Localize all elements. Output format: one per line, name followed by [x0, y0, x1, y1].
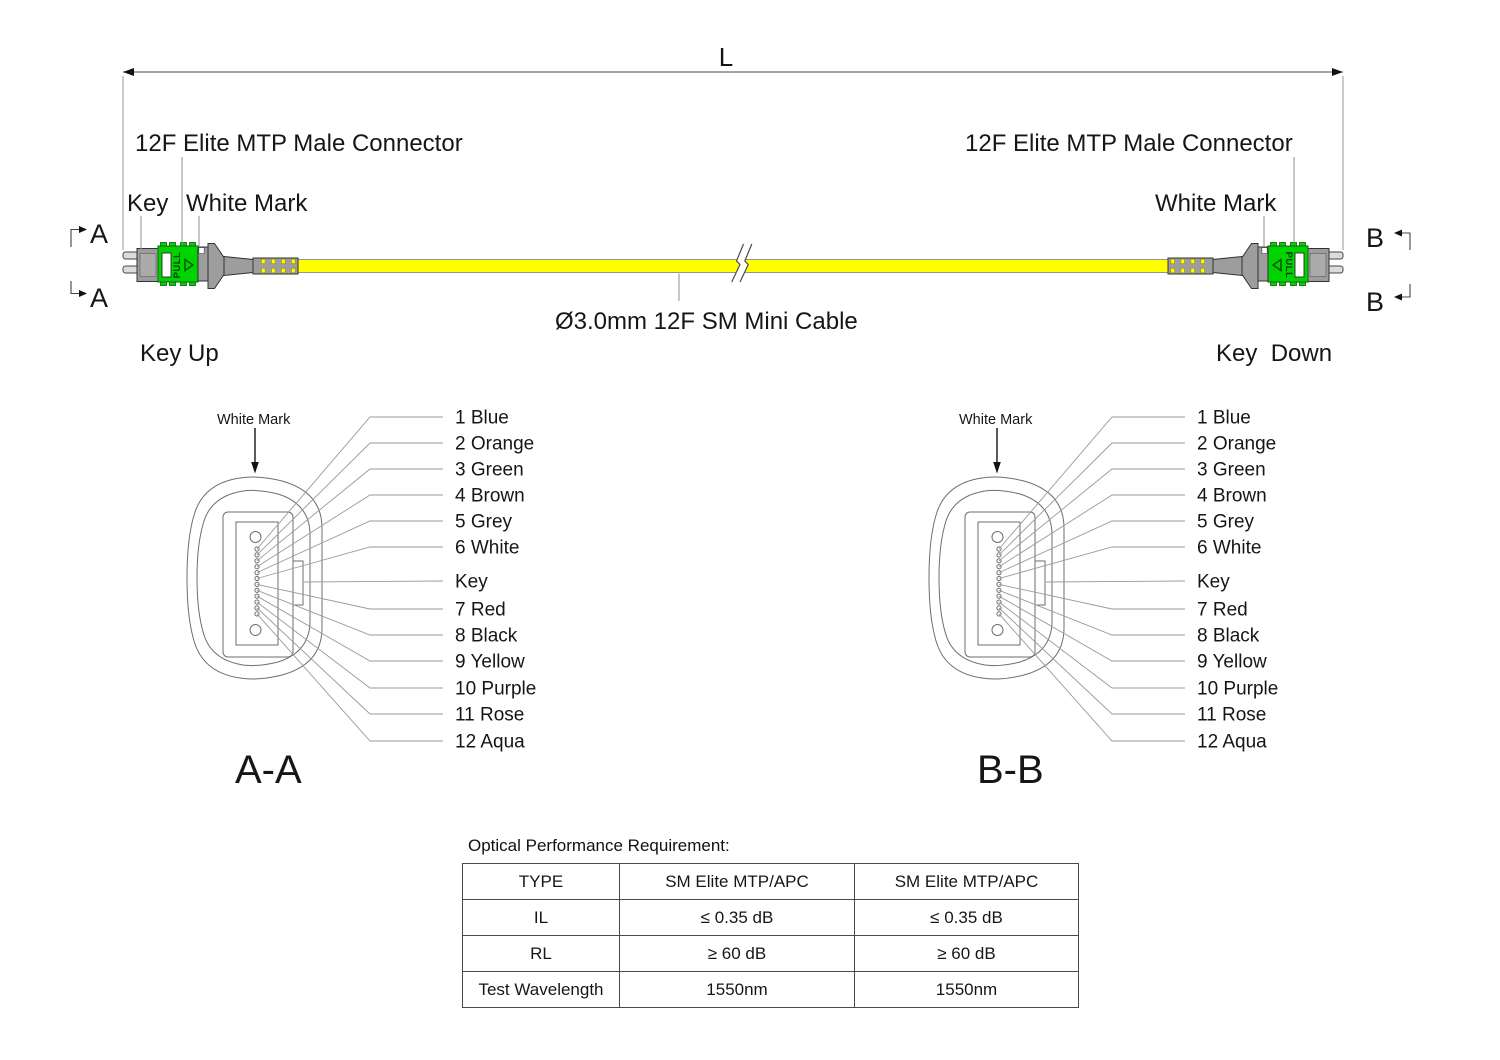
cable-drawing [298, 260, 1168, 273]
performance-table [462, 863, 1079, 1008]
fiber-label: 4 Brown [1197, 485, 1267, 507]
performance-table-title: Optical Performance Requirement: [468, 836, 730, 855]
left-connector-drawing [123, 243, 298, 289]
section-arrow-icon [79, 226, 87, 233]
value-cell: 1550nm [620, 972, 855, 1008]
table-header-row [463, 864, 1079, 900]
left-key-label: Key [127, 190, 169, 217]
fiber-label: 11 Rose [1197, 704, 1267, 726]
right-white-mark-label: White Mark [1155, 190, 1277, 217]
section-letter-B: B [1366, 223, 1385, 253]
value-cell: ≤ 0.35 dB [620, 900, 855, 936]
fiber-label: 10 Purple [455, 678, 537, 700]
performance-section [462, 836, 1078, 1008]
fiber-label: 2 Orange [1197, 433, 1277, 455]
right-pull-label: PULL [1282, 251, 1294, 279]
row-label-cell: Test Wavelength [463, 972, 620, 1008]
right-connector-label: 12F Elite MTP Male Connector [965, 130, 1293, 157]
section-marker-B-bottom [1366, 284, 1410, 317]
header-cell: SM Elite MTP/APC [620, 864, 855, 900]
fiber-label: 12 Aqua [1197, 731, 1267, 753]
section-marker-A-bottom [71, 281, 108, 313]
fiber-label: 1 Blue [455, 407, 509, 429]
view-b-fiber-labels [1197, 408, 1278, 753]
key-label: Key [1197, 571, 1230, 593]
fiber-label: 11 Rose [455, 704, 525, 726]
fiber-label: 9 Yellow [1197, 651, 1267, 673]
section-marker-B-top [1366, 223, 1410, 253]
section-letter-A: A [90, 283, 109, 313]
view-a-fiber-labels [455, 408, 536, 753]
fiber-label: 8 Black [455, 625, 518, 647]
fiber-label: 7 Red [455, 599, 506, 621]
fiber-label: 7 Red [1197, 599, 1248, 621]
row-label-cell: IL [463, 900, 620, 936]
left-connector-label: 12F Elite MTP Male Connector [135, 130, 463, 157]
table-row [463, 900, 1079, 936]
view-a-white-mark-label: White Mark [217, 412, 291, 428]
cable-label: Ø3.0mm 12F SM Mini Cable [555, 308, 858, 335]
fiber-label: 1 Blue [1197, 407, 1251, 429]
fiber-label: 3 Green [455, 459, 524, 481]
view-a-title: A-A [235, 748, 302, 792]
fiber-label: 4 Brown [455, 485, 525, 507]
header-cell: TYPE [463, 864, 620, 900]
value-cell: 1550nm [855, 972, 1079, 1008]
fiber-label: 5 Grey [1197, 511, 1255, 533]
section-arrow-icon [1394, 294, 1402, 301]
row-label-cell: RL [463, 936, 620, 972]
section-marker-A-top [71, 219, 108, 249]
dim-arrow-left-icon [123, 68, 134, 76]
fiber-label: 5 Grey [455, 511, 513, 533]
value-cell: ≥ 60 dB [855, 936, 1079, 972]
value-cell: ≥ 60 dB [620, 936, 855, 972]
right-connector-drawing [1168, 243, 1343, 289]
view-b-title: B-B [977, 748, 1044, 792]
fiber-label: 6 White [1197, 537, 1262, 559]
left-orientation-label: Key Up [140, 340, 219, 367]
section-arrow-icon [1394, 230, 1402, 237]
fiber-label: 2 Orange [455, 433, 535, 455]
fiber-label: 12 Aqua [455, 731, 525, 753]
dimension-label: L [718, 42, 734, 72]
right-orientation-label: Key Down [1216, 340, 1333, 367]
left-pull-label: PULL [172, 251, 184, 279]
header-cell: SM Elite MTP/APC [855, 864, 1079, 900]
table-row [463, 972, 1079, 1008]
view-a-face-drawing [187, 417, 443, 741]
fiber-label: 8 Black [1197, 625, 1260, 647]
left-white-mark-label: White Mark [186, 190, 308, 217]
annotation-leaders [141, 157, 1294, 301]
fiber-label: 10 Purple [1197, 678, 1279, 700]
section-letter-A: A [90, 219, 109, 249]
view-b-white-mark-label: White Mark [959, 412, 1033, 428]
table-row [463, 936, 1079, 972]
key-label: Key [455, 571, 488, 593]
dim-arrow-right-icon [1332, 68, 1343, 76]
fiber-label: 3 Green [1197, 459, 1266, 481]
section-letter-B: B [1366, 287, 1385, 317]
fiber-label: 6 White [455, 537, 520, 559]
view-b-face-drawing [929, 417, 1185, 741]
section-arrow-icon [79, 290, 87, 297]
fiber-label: 9 Yellow [455, 651, 525, 673]
value-cell: ≤ 0.35 dB [855, 900, 1079, 936]
